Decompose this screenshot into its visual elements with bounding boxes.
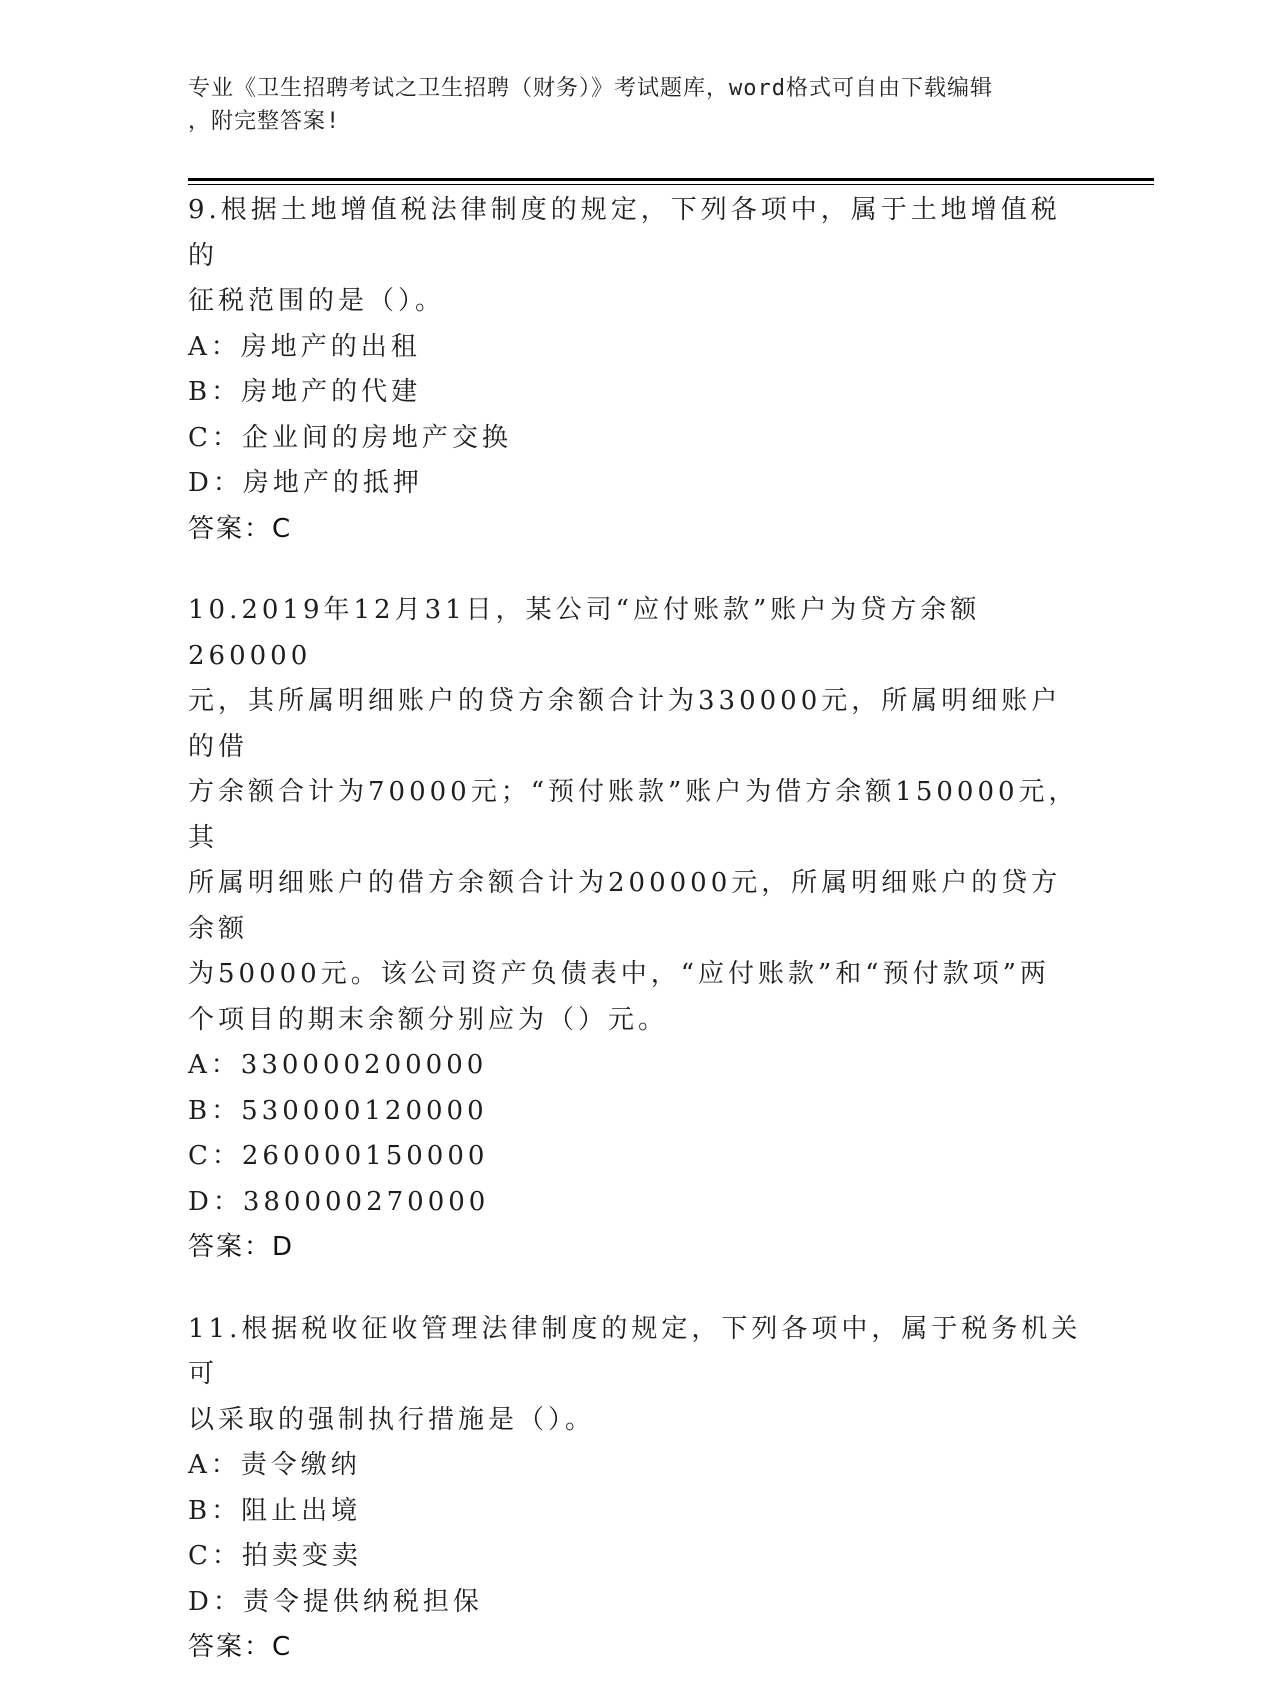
stem-line: 10.2019年12月31日，某公司“应付账款”账户为贷方余额260000 (188, 595, 981, 671)
option-d: D：房地产的抵押 (188, 468, 423, 498)
stem-line: 方余额合计为70000元；“预付账款”账户为借方余额150000元，其 (188, 777, 1079, 853)
stem-line: 征税范围的是（）。 (188, 286, 446, 316)
stem-line: 个项目的期末余额分别应为（）元。 (188, 1004, 669, 1035)
option-d: D：责令提供纳税担保 (188, 1586, 483, 1617)
option-c: C：260000150000 (188, 1141, 489, 1171)
option-c: C：拍卖变卖 (188, 1541, 362, 1571)
question-list (188, 188, 1088, 1707)
question-stem (188, 188, 1088, 325)
stem-line: 11.根据税收征收管理法律制度的规定，下列各项中，属于税务机关可 (188, 1313, 1082, 1389)
question-11 (188, 1307, 1088, 1671)
stem-line: 元，其所属明细账户的贷方余额合计为330000元，所属明细账户的借 (188, 686, 1062, 762)
answer: 答案：D (188, 1232, 295, 1262)
question-stem (188, 588, 1088, 1043)
header-divider-thick (188, 178, 1154, 181)
stem-line: 9.根据土地增值税法律制度的规定，下列各项中，属于土地增值税的 (188, 195, 1061, 271)
option-b: B：530000120000 (188, 1095, 488, 1126)
document-header (188, 72, 1068, 138)
question-9 (188, 188, 1088, 552)
header-divider-thin (188, 184, 1154, 185)
option-b: B：房地产的代建 (188, 377, 422, 407)
question-stem (188, 1307, 1088, 1444)
stem-line: 所属明细账户的借方余额合计为200000元，所属明细账户的贷方余额 (188, 868, 1062, 944)
answer: 答案：C (188, 513, 293, 544)
answer: 答案：C (188, 1632, 293, 1662)
stem-line: 为50000元。该公司资产负债表中，“应付账款”和“预付款项”两 (188, 959, 1050, 989)
header-line-2: ，附完整答案! (188, 109, 341, 134)
option-a: A：330000200000 (188, 1050, 488, 1080)
stem-line: 以采取的强制执行措施是（）。 (188, 1404, 596, 1435)
option-c: C：企业间的房地产交换 (188, 422, 512, 453)
header-line-1: 专业《卫生招聘考试之卫生招聘（财务）》考试题库，word格式可自由下载编辑 (188, 76, 993, 101)
option-a: A：责令缴纳 (188, 1450, 361, 1480)
option-a: A：房地产的出租 (188, 331, 421, 362)
option-b: B：阻止出境 (188, 1495, 362, 1526)
question-10 (188, 588, 1088, 1271)
option-d: D：380000270000 (188, 1186, 490, 1217)
